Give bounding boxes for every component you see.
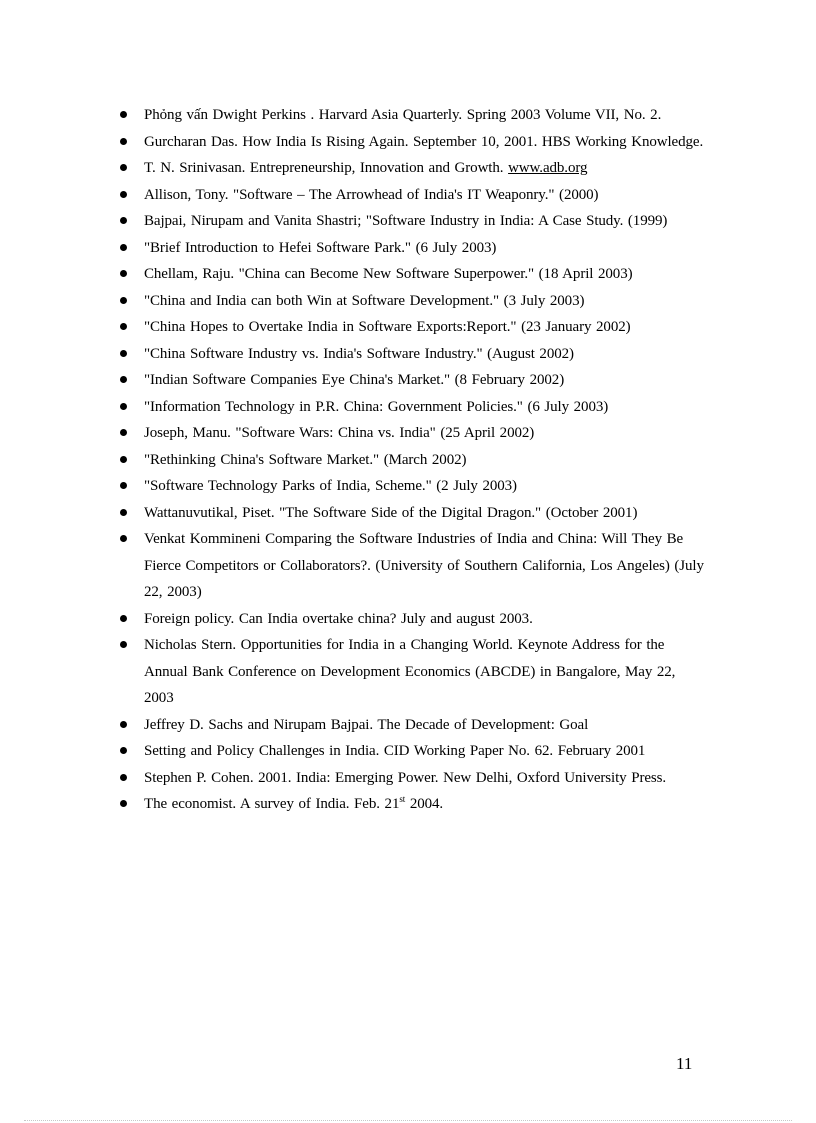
reference-item [118, 102, 708, 129]
bullet-icon [120, 482, 127, 489]
reference-item [118, 791, 708, 818]
reference-text: Venkat Kommineni Comparing the Software Industries of India and China: Will They Be Fierce Competitors or Collaborators?. (University of Southern California, Los Angeles) (July 22, 2003) [144, 531, 704, 600]
bullet-icon [120, 509, 127, 516]
reference-text: The economist. A survey of India. Feb. 21 [144, 796, 400, 812]
reference-list [118, 102, 708, 818]
bullet-icon [120, 403, 127, 410]
reference-item [118, 738, 708, 765]
bullet-icon [120, 164, 127, 171]
reference-item [118, 526, 708, 606]
reference-text: Chellam, Raju. "China can Become New Software Superpower." (18 April 2003) [144, 266, 633, 282]
reference-item [118, 288, 708, 315]
reference-text: "Indian Software Companies Eye China's Market." (8 February 2002) [144, 372, 565, 388]
reference-text: "Brief Introduction to Hefei Software Park." (6 July 2003) [144, 239, 497, 256]
reference-item [118, 182, 708, 209]
reference-item [118, 473, 708, 500]
bullet-icon [120, 800, 127, 807]
bullet-icon [120, 641, 127, 648]
bullet-icon [120, 747, 127, 754]
bullet-icon [120, 721, 127, 728]
bullet-icon [120, 244, 127, 251]
reference-item [118, 367, 708, 394]
reference-text: Bajpai, Nirupam and Vanita Shastri; "Software Industry in India: A Case Study. (1999) [144, 213, 668, 229]
reference-item [118, 235, 708, 262]
reference-text: Wattanuvutikal, Piset. "The Software Side of the Digital Dragon." (October 2001) [144, 504, 638, 521]
page-bottom-divider [24, 1120, 792, 1121]
reference-item [118, 447, 708, 474]
bullet-icon [120, 429, 127, 436]
reference-text: "China Hopes to Overtake India in Software Exports:Report." (23 January 2002) [144, 319, 631, 335]
reference-item [118, 712, 708, 739]
reference-item [118, 500, 708, 527]
bullet-icon [120, 615, 127, 622]
reference-text: Stephen P. Cohen. 2001. India: Emerging Power. New Delhi, Oxford University Press. [144, 769, 667, 786]
reference-item [118, 765, 708, 792]
reference-text: "Information Technology in P.R. China: Government Policies." (6 July 2003) [144, 398, 609, 415]
reference-text: Setting and Policy Challenges in India. CID Working Paper No. 62. February 2001 [144, 743, 646, 759]
reference-text: Joseph, Manu. "Software Wars: China vs. India" (25 April 2002) [144, 425, 535, 441]
bullet-icon [120, 376, 127, 383]
superscript-text: st [399, 794, 406, 804]
reference-item [118, 606, 708, 633]
reference-item [118, 261, 708, 288]
reference-item [118, 632, 708, 712]
bullet-icon [120, 217, 127, 224]
bullet-icon [120, 456, 127, 463]
bullet-icon [120, 774, 127, 781]
reference-text: "China Software Industry vs. India's Software Industry." (August 2002) [144, 345, 574, 362]
bullet-icon [120, 138, 127, 145]
bullet-icon [120, 535, 127, 542]
reference-text: Phỏng vấn Dwight Perkins . Harvard Asia Quarterly. Spring 2003 Volume VII, No. 2. [144, 107, 662, 123]
bullet-icon [120, 323, 127, 330]
reference-text: Jeffrey D. Sachs and Nirupam Bajpai. The Decade of Development: Goal [144, 716, 589, 733]
reference-item [118, 129, 708, 156]
reference-item [118, 394, 708, 421]
reference-item [118, 314, 708, 341]
reference-text: "Software Technology Parks of India, Scheme." (2 July 2003) [144, 478, 517, 494]
reference-text: Gurcharan Das. How India Is Rising Again. September 10, 2001. HBS Working Knowledge. [144, 133, 704, 150]
reference-item [118, 208, 708, 235]
reference-text-tail: 2004. [405, 796, 444, 812]
reference-text: Allison, Tony. "Software – The Arrowhead of India's IT Weaponry." (2000) [144, 186, 599, 203]
reference-text: Nicholas Stern. Opportunities for India in a Changing World. Keynote Address for the Annual Bank Conference on Development Economics (ABCDE) in Bangalore, May 22, 2003 [144, 637, 676, 706]
reference-text: Foreign policy. Can India overtake china? July and august 2003. [144, 610, 533, 627]
reference-text: "China and India can both Win at Software Development." (3 July 2003) [144, 292, 585, 309]
reference-item [118, 341, 708, 368]
bullet-icon [120, 191, 127, 198]
reference-item [118, 420, 708, 447]
page-number: 11 [676, 1054, 693, 1073]
reference-text: T. N. Srinivasan. Entrepreneurship, Innovation and Growth. [144, 160, 509, 176]
reference-text: "Rethinking China's Software Market." (March 2002) [144, 451, 467, 468]
bullet-icon [120, 297, 127, 304]
bullet-icon [120, 270, 127, 277]
reference-link[interactable]: www.adb.org [508, 160, 588, 176]
bullet-icon [120, 350, 127, 357]
reference-item [118, 155, 708, 182]
bullet-icon [120, 111, 127, 118]
